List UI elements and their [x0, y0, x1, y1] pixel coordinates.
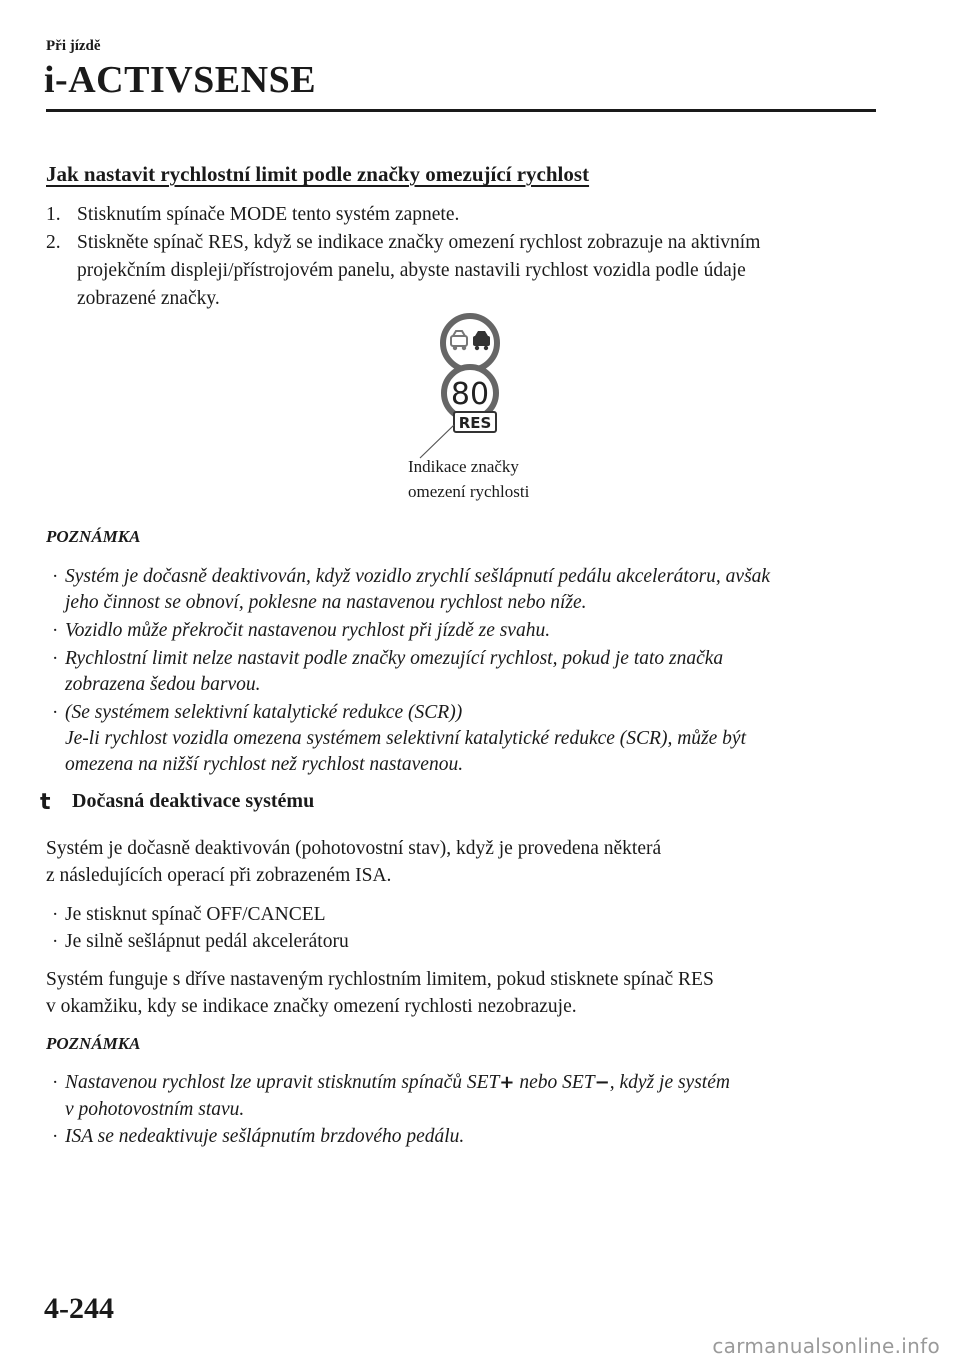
plus-icon: +: [499, 1072, 515, 1093]
note-text: Je-li rychlost vozidla omezena systémem selektivní katalytické redukce (SCR), může být: [65, 728, 746, 749]
note-text: Rychlostní limit nelze nastavit podle značky omezující rychlost, pokud je tato značka: [65, 648, 724, 669]
chapter-title: i-ACTIVSENSE: [44, 59, 317, 101]
bullet: ·: [52, 931, 59, 952]
header-rule: [46, 109, 876, 112]
body-text: v okamžiku, kdy se indikace značky omezení rychlosti nezobrazuje.: [46, 996, 577, 1017]
note-text: Vozidlo může překročit nastavenou rychlost při jízdě ze svahu.: [65, 620, 551, 641]
bullet: ·: [52, 1072, 59, 1093]
section-marker-icon: t: [40, 790, 51, 815]
note-text: Nastavenou rychlost lze upravit stisknutím spínačů SET+ nebo SET−, když je systém: [65, 1072, 730, 1093]
list-item: Je stisknut spínač OFF/CANCEL: [65, 904, 326, 925]
body-text: Systém je dočasně deaktivován (pohotovostní stav), když je provedena některá: [46, 838, 662, 859]
body-text: z následujících operací při zobrazeném ISA.: [46, 865, 392, 886]
section-label: Při jízdě: [46, 38, 101, 54]
section-heading: Dočasná deaktivace systému: [72, 790, 315, 812]
step-number: 1.: [46, 204, 61, 225]
minus-icon: −: [594, 1072, 610, 1093]
step-text: Stiskněte spínač RES, když se indikace značky omezení rychlost zobrazuje na aktivním: [77, 232, 761, 253]
bullet: ·: [52, 620, 59, 641]
note-text: v pohotovostním stavu.: [65, 1099, 245, 1120]
subheading: Jak nastavit rychlostní limit podle značky omezující rychlost: [46, 162, 590, 186]
bullet: ·: [52, 648, 59, 669]
note-text: zobrazena šedou barvou.: [65, 674, 261, 695]
no-overtaking-sign-icon: [443, 316, 497, 370]
watermark: carmanualsonline.info: [712, 1334, 940, 1358]
note-label: POZNÁMKA: [46, 527, 141, 546]
list-item: Je silně sešlápnut pedál akcelerátoru: [65, 931, 349, 952]
note-text: (Se systémem selektivní katalytické redukce (SCR)): [65, 702, 463, 723]
body-text: Systém funguje s dříve nastaveným rychlostním limitem, pokud stisknete spínač RES: [46, 969, 714, 990]
res-label: RES: [458, 414, 492, 432]
bullet: ·: [52, 1126, 59, 1147]
speed-sign-illustration: [380, 310, 580, 460]
note-text: ISA se nedeaktivuje sešlápnutím brzdového pedálu.: [65, 1126, 465, 1147]
bullet: ·: [52, 566, 59, 587]
page-number: 4-244: [44, 1292, 114, 1325]
note-label: POZNÁMKA: [46, 1034, 141, 1053]
speed-value: 80: [450, 377, 490, 412]
step-text: Stisknutím spínače MODE tento systém zapnete.: [77, 204, 460, 225]
step-number: 2.: [46, 232, 61, 253]
bullet: ·: [52, 904, 59, 925]
illustration-caption: Indikace značky omezení rychlosti: [408, 457, 530, 501]
step-text: projekčním displeji/přístrojovém panelu, abyste nastavili rychlost vozidla podle údaje: [77, 260, 746, 281]
step-text: zobrazené značky.: [77, 288, 220, 309]
note-text: omezena na nižší rychlost než rychlost nastavenou.: [65, 754, 464, 775]
speed-limit-sign-icon: [444, 367, 496, 432]
note-text: Systém je dočasně deaktivován, když vozidlo zrychlí sešlápnutí pedálu akcelerátoru, avšak: [65, 566, 771, 587]
note-text: jeho činnost se obnoví, poklesne na nastavenou rychlost nebo níže.: [65, 592, 587, 613]
bullet: ·: [52, 702, 59, 723]
